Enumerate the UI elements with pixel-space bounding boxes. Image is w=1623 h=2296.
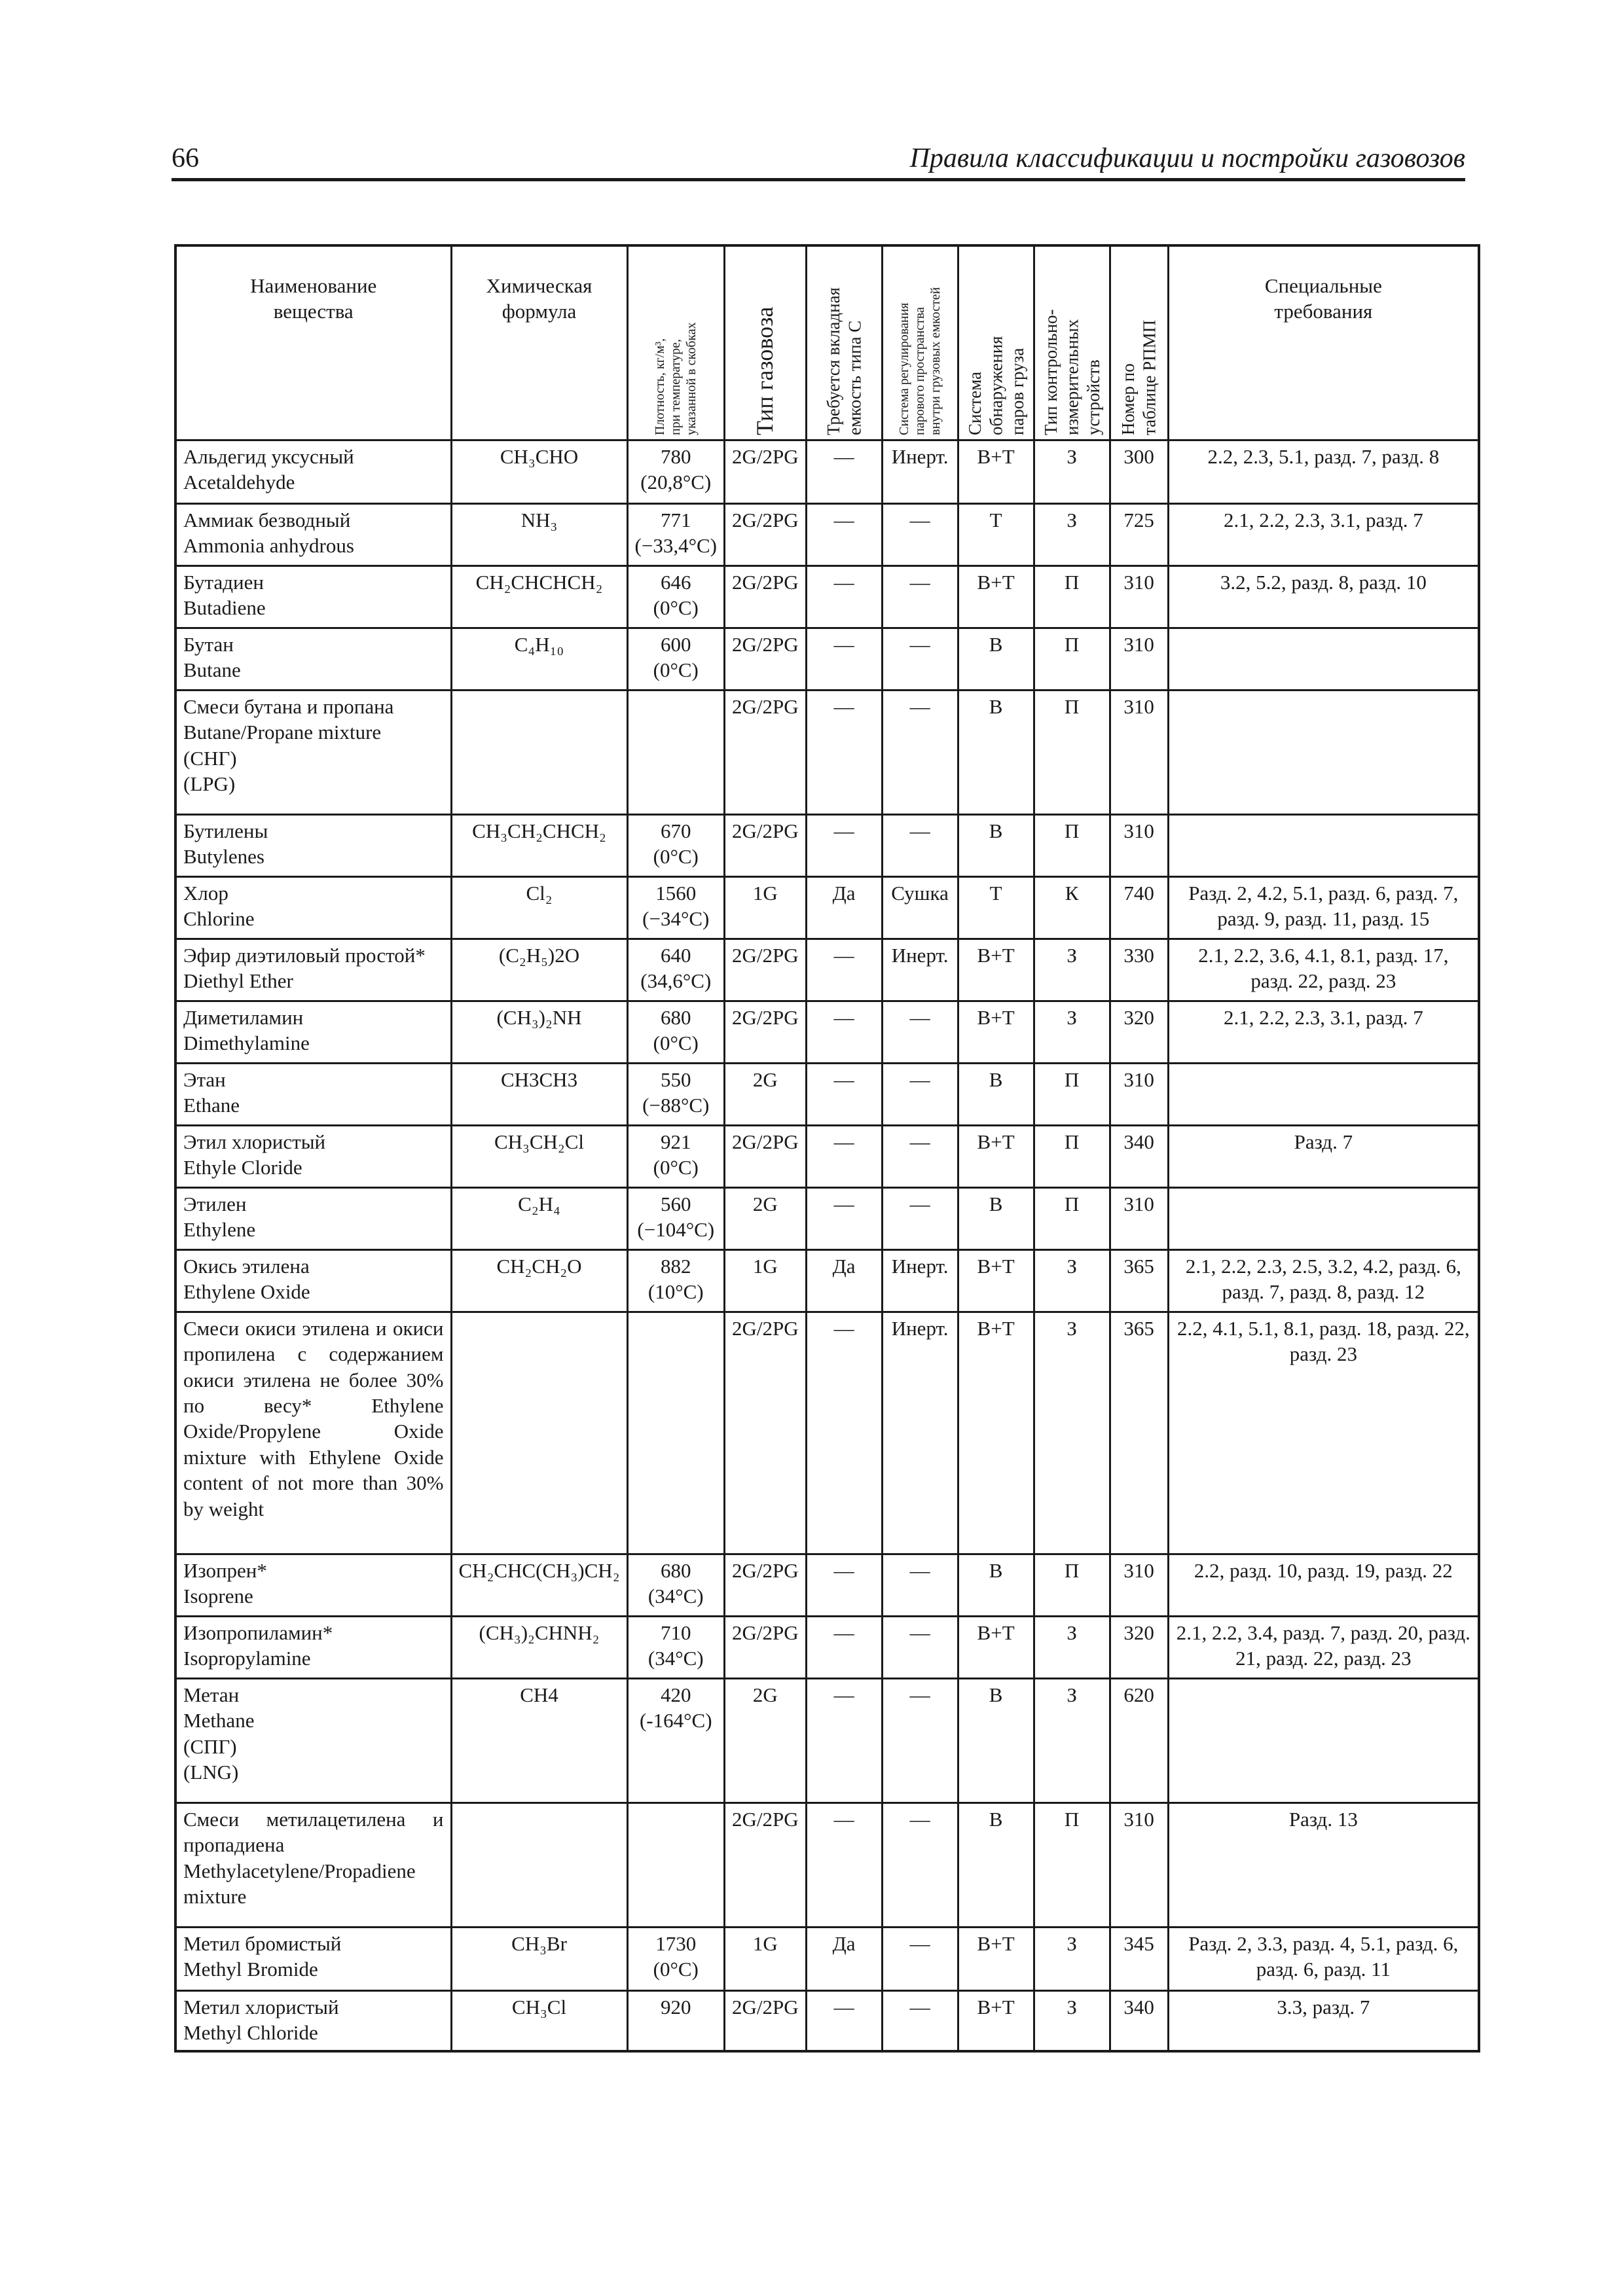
cell-detection: В+Т (958, 1617, 1034, 1679)
table-row (175, 1554, 1479, 1617)
cell-gauging: З (1034, 1928, 1110, 1991)
cell-imo-number: 310 (1110, 1803, 1168, 1928)
cell-carrier-type: 2G/2PG (724, 1126, 806, 1188)
cell-detection: В+Т (958, 1126, 1034, 1188)
cell-formula: (C₂H₅)2O (451, 939, 627, 1001)
cell-density: 1560 (−34°C) (627, 877, 724, 939)
cell-special-requirements (1168, 1679, 1479, 1803)
cell-gauging: П (1034, 1188, 1110, 1250)
cell-substance-name: Альдегид уксусный Acetaldehyde (175, 440, 451, 504)
cell-substance-name: Этил хлористый Ethyle Cloride (175, 1126, 451, 1188)
cell-special-requirements: Разд. 2, 3.3, разд. 4, 5.1, разд. 6, разд. 6, разд. 11 (1168, 1928, 1479, 1991)
cell-imo-number: 310 (1110, 566, 1168, 628)
cell-carrier-type: 2G (724, 1064, 806, 1126)
cell-substance-name: Метил бромистый Methyl Bromide (175, 1928, 451, 1991)
cell-tank-c: — (806, 628, 882, 691)
cell-carrier-type: 2G/2PG (724, 939, 806, 1001)
cell-carrier-type: 2G/2PG (724, 440, 806, 504)
cell-imo-number: 740 (1110, 877, 1168, 939)
cell-special-requirements: 2.1, 2.2, 2.3, 3.1, разд. 7 (1168, 504, 1479, 566)
cell-substance-name: Метан Methane (СПГ) (LNG) (175, 1679, 451, 1803)
col-header-name: Наименование вещества (175, 245, 451, 440)
cell-tank-c: — (806, 1001, 882, 1064)
cell-vapor-control: Сушка (882, 877, 958, 939)
cell-detection: В+Т (958, 1991, 1034, 2051)
running-title: Правила классификации и постройки газовозов (909, 143, 1465, 173)
table-row (175, 1803, 1479, 1928)
cell-substance-name: Смеси окиси этилена и окиси пропилена с содержанием окиси этилена не более 30% по весу* Ethylene Oxide/Propylene Oxide mixture with Ethylene Oxide content of not more than 30% by weight (175, 1312, 451, 1554)
cell-gauging: З (1034, 1617, 1110, 1679)
cell-imo-number: 620 (1110, 1679, 1168, 1803)
cell-tank-c: — (806, 440, 882, 504)
cell-gauging: П (1034, 815, 1110, 877)
cell-carrier-type: 1G (724, 1250, 806, 1312)
cell-tank-c: Да (806, 1928, 882, 1991)
cell-vapor-control: — (882, 1928, 958, 1991)
cell-detection: В (958, 691, 1034, 815)
cell-gauging: К (1034, 877, 1110, 939)
cell-special-requirements (1168, 1188, 1479, 1250)
cell-gauging: П (1034, 566, 1110, 628)
cell-formula: C₂H₄ (451, 1188, 627, 1250)
cell-vapor-control: — (882, 1554, 958, 1617)
cell-tank-c: — (806, 691, 882, 815)
col-header-carrier-type: Тип газовоза (724, 245, 806, 440)
cell-vapor-control: — (882, 1991, 958, 2051)
cell-substance-name: Диметиламин Dimethylamine (175, 1001, 451, 1064)
cell-detection: В+Т (958, 566, 1034, 628)
cell-gauging: З (1034, 504, 1110, 566)
cell-gauging: П (1034, 1554, 1110, 1617)
cell-tank-c: — (806, 1064, 882, 1126)
cell-detection: В (958, 1064, 1034, 1126)
cell-detection: В (958, 1803, 1034, 1928)
cell-density (627, 1803, 724, 1928)
cell-formula: CH₂CH₂O (451, 1250, 627, 1312)
cell-imo-number: 310 (1110, 815, 1168, 877)
cell-carrier-type: 1G (724, 1928, 806, 1991)
cell-formula: CH3CH3 (451, 1064, 627, 1126)
cell-substance-name: Изопропиламин* Isopropylamine (175, 1617, 451, 1679)
cell-carrier-type: 2G/2PG (724, 566, 806, 628)
table-row (175, 566, 1479, 628)
cell-imo-number: 310 (1110, 1064, 1168, 1126)
cell-substance-name: Смеси метилацетилена и пропадиена Methylacetylene/Propadiene mixture (175, 1803, 451, 1928)
cell-carrier-type: 2G/2PG (724, 504, 806, 566)
cell-gauging: З (1034, 1312, 1110, 1554)
cell-density: 1730 (0°C) (627, 1928, 724, 1991)
cell-special-requirements: 3.2, 5.2, разд. 8, разд. 10 (1168, 566, 1479, 628)
col-header-special: Специальные требования (1168, 245, 1479, 440)
cell-carrier-type: 2G/2PG (724, 1617, 806, 1679)
cell-substance-name: Метил хлористый Methyl Chloride (175, 1991, 451, 2051)
cell-vapor-control: — (882, 815, 958, 877)
cell-special-requirements (1168, 691, 1479, 815)
cell-detection: Т (958, 877, 1034, 939)
table-row (175, 1126, 1479, 1188)
cell-formula: CH₃Cl (451, 1991, 627, 2051)
cell-special-requirements: 2.1, 2.2, 2.3, 3.1, разд. 7 (1168, 1001, 1479, 1064)
cell-special-requirements: Разд. 2, 4.2, 5.1, разд. 6, разд. 7, разд. 9, разд. 11, разд. 15 (1168, 877, 1479, 939)
cell-vapor-control: — (882, 1679, 958, 1803)
cell-imo-number: 365 (1110, 1312, 1168, 1554)
cell-formula: C₄H₁₀ (451, 628, 627, 691)
cell-gauging: З (1034, 1991, 1110, 2051)
cell-special-requirements (1168, 1064, 1479, 1126)
col-header-imo-number: Номер по таблице РПМП (1110, 245, 1168, 440)
table-row (175, 1250, 1479, 1312)
cell-imo-number: 310 (1110, 628, 1168, 691)
cell-detection: В+Т (958, 1312, 1034, 1554)
cell-tank-c: — (806, 815, 882, 877)
cell-vapor-control: — (882, 566, 958, 628)
cell-gauging: П (1034, 1803, 1110, 1928)
cell-tank-c: — (806, 504, 882, 566)
cell-substance-name: Изопрен* Isoprene (175, 1554, 451, 1617)
cell-detection: В (958, 1188, 1034, 1250)
cell-special-requirements: Разд. 13 (1168, 1803, 1479, 1928)
cell-carrier-type: 2G/2PG (724, 815, 806, 877)
table-row (175, 1001, 1479, 1064)
cell-gauging: П (1034, 691, 1110, 815)
cell-vapor-control: — (882, 1001, 958, 1064)
table-row (175, 1188, 1479, 1250)
table-row (175, 1679, 1479, 1803)
cell-substance-name: Этилен Ethylene (175, 1188, 451, 1250)
cell-imo-number: 300 (1110, 440, 1168, 504)
table-row (175, 1928, 1479, 1991)
cell-tank-c: — (806, 1679, 882, 1803)
cell-substance-name: Бутадиен Butadiene (175, 566, 451, 628)
cell-carrier-type: 2G/2PG (724, 1312, 806, 1554)
cell-vapor-control: — (882, 1188, 958, 1250)
cell-formula: NH₃ (451, 504, 627, 566)
cell-density: 670 (0°C) (627, 815, 724, 877)
cell-tank-c: — (806, 1126, 882, 1188)
cell-detection: В+Т (958, 939, 1034, 1001)
cell-tank-c: — (806, 1554, 882, 1617)
cell-substance-name: Аммиак безводный Ammonia anhydrous (175, 504, 451, 566)
table-row (175, 1312, 1479, 1554)
cell-gauging: З (1034, 939, 1110, 1001)
cell-gauging: З (1034, 1679, 1110, 1803)
col-header-tank-c: Требуется вкладная емкость типа С (806, 245, 882, 440)
table-row (175, 504, 1479, 566)
cell-gauging: З (1034, 440, 1110, 504)
col-header-density: Плотность, кг/м³, при температуре, указанной в скобках (627, 245, 724, 440)
cell-vapor-control: — (882, 1803, 958, 1928)
cell-imo-number: 345 (1110, 1928, 1168, 1991)
cell-substance-name: Эфир диэтиловый простой* Diethyl Ether (175, 939, 451, 1001)
cell-density (627, 691, 724, 815)
cell-vapor-control: — (882, 1126, 958, 1188)
cell-detection: В+Т (958, 1001, 1034, 1064)
cell-imo-number: 365 (1110, 1250, 1168, 1312)
cell-vapor-control: — (882, 1064, 958, 1126)
cell-carrier-type: 2G (724, 1188, 806, 1250)
cell-density: 420 (-164°C) (627, 1679, 724, 1803)
cell-special-requirements: Разд. 7 (1168, 1126, 1479, 1188)
cell-formula: CH₃Br (451, 1928, 627, 1991)
cell-detection: В+Т (958, 1250, 1034, 1312)
cell-substance-name: Бутилены Butylenes (175, 815, 451, 877)
cell-carrier-type: 2G (724, 1679, 806, 1803)
table-row (175, 691, 1479, 815)
cell-substance-name: Этан Ethane (175, 1064, 451, 1126)
cell-formula: (CH₃)₂CHNH₂ (451, 1617, 627, 1679)
cell-substance-name: Хлор Chlorine (175, 877, 451, 939)
cell-formula: CH₃CHO (451, 440, 627, 504)
cell-density: 710 (34°C) (627, 1617, 724, 1679)
cell-special-requirements: 2.2, разд. 10, разд. 19, разд. 22 (1168, 1554, 1479, 1617)
cell-density: 920 (627, 1991, 724, 2051)
cell-density: 646 (0°C) (627, 566, 724, 628)
table-row (175, 815, 1479, 877)
cell-carrier-type: 2G/2PG (724, 1001, 806, 1064)
cell-tank-c: — (806, 1617, 882, 1679)
cell-gauging: З (1034, 1001, 1110, 1064)
cell-special-requirements: 2.1, 2.2, 3.4, разд. 7, разд. 20, разд. 21, разд. 22, разд. 23 (1168, 1617, 1479, 1679)
cell-detection: Т (958, 504, 1034, 566)
cell-formula (451, 1803, 627, 1928)
cell-density: 680 (34°C) (627, 1554, 724, 1617)
cell-formula: CH₃CH₂CHCH₂ (451, 815, 627, 877)
table-row (175, 1991, 1479, 2051)
cell-imo-number: 725 (1110, 504, 1168, 566)
col-header-gauging: Тип контрольно- измерительных устройств (1034, 245, 1110, 440)
cell-detection: В+Т (958, 440, 1034, 504)
cell-detection: В (958, 628, 1034, 691)
cell-formula: CH₃CH₂Cl (451, 1126, 627, 1188)
cell-imo-number: 320 (1110, 1001, 1168, 1064)
page-number: 66 (172, 143, 199, 173)
cell-imo-number: 340 (1110, 1126, 1168, 1188)
cell-special-requirements (1168, 815, 1479, 877)
cell-gauging: З (1034, 1250, 1110, 1312)
cell-tank-c: — (806, 1991, 882, 2051)
cell-vapor-control: — (882, 691, 958, 815)
cell-imo-number: 310 (1110, 1188, 1168, 1250)
cell-vapor-control: — (882, 1617, 958, 1679)
cell-tank-c: — (806, 1803, 882, 1928)
cell-tank-c: — (806, 566, 882, 628)
cell-density: 600 (0°C) (627, 628, 724, 691)
cell-density: 921 (0°C) (627, 1126, 724, 1188)
cell-formula: CH4 (451, 1679, 627, 1803)
cell-imo-number: 320 (1110, 1617, 1168, 1679)
cell-detection: В (958, 1554, 1034, 1617)
cell-carrier-type: 1G (724, 877, 806, 939)
cell-density: 560 (−104°C) (627, 1188, 724, 1250)
cell-vapor-control: Инерт. (882, 939, 958, 1001)
table-header-row (175, 245, 1479, 440)
cell-imo-number: 310 (1110, 1554, 1168, 1617)
substances-table (174, 244, 1480, 2053)
cell-vapor-control: — (882, 628, 958, 691)
cell-substance-name: Окись этилена Ethylene Oxide (175, 1250, 451, 1312)
table-row (175, 628, 1479, 691)
col-header-vapor-control: Система регулирования парового пространства внутри грузовых емкостей (882, 245, 958, 440)
cell-special-requirements: 2.1, 2.2, 2.3, 2.5, 3.2, 4.2, разд. 6, разд. 7, разд. 8, разд. 12 (1168, 1250, 1479, 1312)
cell-gauging: П (1034, 628, 1110, 691)
cell-gauging: П (1034, 1064, 1110, 1126)
cell-special-requirements (1168, 628, 1479, 691)
cell-tank-c: — (806, 1312, 882, 1554)
cell-carrier-type: 2G/2PG (724, 1554, 806, 1617)
cell-tank-c: Да (806, 1250, 882, 1312)
cell-formula: CH₂CHC(CH₃)CH₂ (451, 1554, 627, 1617)
cell-carrier-type: 2G/2PG (724, 1803, 806, 1928)
cell-density (627, 1312, 724, 1554)
cell-tank-c: — (806, 939, 882, 1001)
cell-vapor-control: — (882, 504, 958, 566)
cell-formula (451, 691, 627, 815)
cell-special-requirements: 2.2, 4.1, 5.1, 8.1, разд. 18, разд. 22, разд. 23 (1168, 1312, 1479, 1554)
table-row (175, 939, 1479, 1001)
cell-density: 640 (34,6°C) (627, 939, 724, 1001)
cell-special-requirements: 3.3, разд. 7 (1168, 1991, 1479, 2051)
cell-density: 771 (−33,4°C) (627, 504, 724, 566)
cell-density: 550 (−88°C) (627, 1064, 724, 1126)
table-row (175, 877, 1479, 939)
cell-tank-c: Да (806, 877, 882, 939)
cell-vapor-control: Инерт. (882, 1250, 958, 1312)
col-header-formula: Химическая формула (451, 245, 627, 440)
cell-imo-number: 330 (1110, 939, 1168, 1001)
header-rule (172, 178, 1465, 181)
cell-carrier-type: 2G/2PG (724, 1991, 806, 2051)
table-row (175, 440, 1479, 504)
cell-imo-number: 310 (1110, 691, 1168, 815)
table-row (175, 1064, 1479, 1126)
cell-substance-name: Смеси бутана и пропана Butane/Propane mixture (СНГ) (LPG) (175, 691, 451, 815)
cell-substance-name: Бутан Butane (175, 628, 451, 691)
cell-formula: CH₂CHCHCH₂ (451, 566, 627, 628)
page-header (172, 140, 1465, 177)
table-row (175, 1617, 1479, 1679)
cell-special-requirements: 2.2, 2.3, 5.1, разд. 7, разд. 8 (1168, 440, 1479, 504)
cell-density: 680 (0°C) (627, 1001, 724, 1064)
cell-imo-number: 340 (1110, 1991, 1168, 2051)
cell-vapor-control: Инерт. (882, 1312, 958, 1554)
cell-carrier-type: 2G/2PG (724, 691, 806, 815)
cell-detection: В (958, 815, 1034, 877)
cell-gauging: П (1034, 1126, 1110, 1188)
col-header-detection: Система обнаружения паров груза (958, 245, 1034, 440)
cell-vapor-control: Инерт. (882, 440, 958, 504)
cell-tank-c: — (806, 1188, 882, 1250)
cell-density: 780 (20,8°C) (627, 440, 724, 504)
cell-formula: (CH₃)₂NH (451, 1001, 627, 1064)
cell-detection: В+Т (958, 1928, 1034, 1991)
cell-carrier-type: 2G/2PG (724, 628, 806, 691)
cell-formula (451, 1312, 627, 1554)
cell-density: 882 (10°C) (627, 1250, 724, 1312)
cell-formula: Cl₂ (451, 877, 627, 939)
cell-detection: В (958, 1679, 1034, 1803)
cell-special-requirements: 2.1, 2.2, 3.6, 4.1, 8.1, разд. 17, разд. 22, разд. 23 (1168, 939, 1479, 1001)
